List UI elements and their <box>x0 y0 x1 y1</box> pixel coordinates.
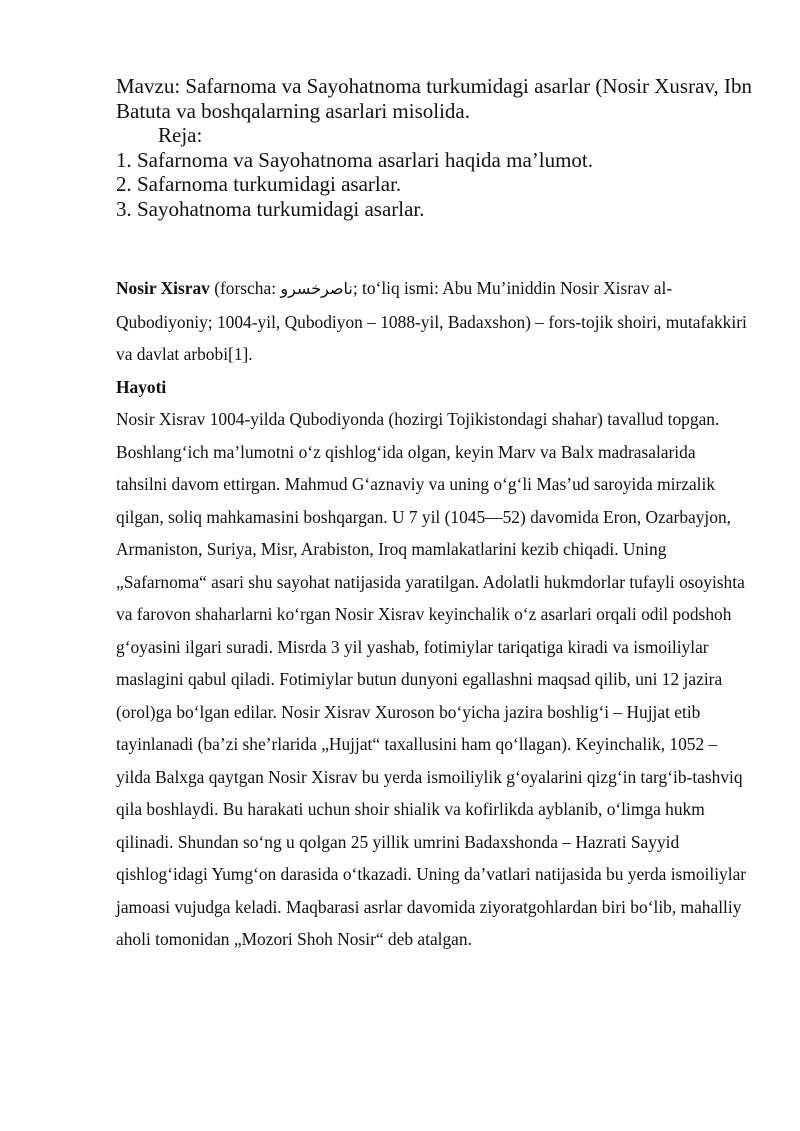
intro-paragraph <box>116 272 748 371</box>
section-heading-hayoti: Hayoti <box>116 376 167 397</box>
plan-item-3: 3. Sayohatnoma turkumidagi asarlar. <box>116 196 425 221</box>
article-body <box>116 272 748 956</box>
topic-title: Mavzu: Safarnoma va Sayohatnoma turkumidagi asarlar (Nosir Xusrav, Ibn Batuta va boshqalarning asarlari misolida. <box>116 74 753 123</box>
topic-and-plan <box>116 74 756 221</box>
plan-item-2: 2. Safarnoma turkumidagi asarlar. <box>116 172 402 196</box>
biography-paragraph: Nosir Xisrav 1004-yilda Qubodiyonda (hozirgi Tojikistondagi shahar) tavallud topgan. Boshlang‘ich ma’lumotni o‘z qishlog‘ida olgan, keyin Marv va Balx madrasalarida tahsilni davom ettirgan. Mahmud G‘aznaviy va uning o‘g‘li Mas’ud saroyida mirzalik qilgan, soliq mahkamasini boshqargan. U 7 yil (1045—52) davomida Eron, Ozarbayjon, Armaniston, Suriya, Misr, Arabiston, Iroq mamlakatlarini kezib chiqadi. Uning „Safarnoma“ asari shu sayohat natijasida yaratilgan. Adolatli hukmdorlar tufayli osoyishta va farovon shaharlarni ko‘rgan Nosir Xisrav keyinchalik o‘z asarlari orqali odil podshoh g‘oyasini ilgari suradi. Misrda 3 yil yashab, fotimiylar tariqatiga kiradi va ismoiliylar maslagini qabul qiladi. Fotimiylar butun dunyoni egallashni maqsad qilib, uni 12 jazira (orol)ga bo‘lgan edilar. Nosir Xisrav Xuroson bo‘yicha jazira boshlig‘i – Hujjat etib tayinlanadi (ba’zi she’rlarida „Hujjat“ taxallusini ham qo‘llagan). Keyinchalik, 1052 – yilda Balxga qaytgan Nosir Xisrav bu yerda ismoiliylik g‘oyalarini qizg‘in targ‘ib-tashviq qila boshlaydi. Bu harakati uchun shoir shialik va kofirlikda ayblanib, o‘limga hukm qilinadi. Shundan so‘ng u qolgan 25 yillik umrini Badaxshonda – Hazrati Sayyid qishlog‘idagi Yumg‘on darasida o‘tkazadi. Uning da’vatlari natijasida bu yerda ismoiliylar jamoasi vujudga keladi. Maqbarasi asrlar davomida ziyoratgohlardan biri bo‘lib, mahalliy aholi tomonidan „Mozori Shoh Nosir“ deb atalgan. <box>116 409 747 949</box>
intro-rest: ; to‘liq ismi: Abu Mu’iniddin Nosir Xisrav al-Qubodiyoniy; 1004-yil, Qubodiyon – 1088-yil, Badaxshon) – fors-tojik shoiri, mutafakkiri va davlat arbobi[1]. <box>116 278 747 364</box>
persian-name: ناصرخسرو <box>280 279 353 298</box>
intro-open-paren: (forscha: <box>209 278 281 298</box>
plan-item-1: 1. Safarnoma va Sayohatnoma asarlari haqida ma’lumot. <box>116 147 594 172</box>
person-name: Nosir Xisrav <box>116 278 210 298</box>
plan-heading: Reja: <box>158 123 203 147</box>
